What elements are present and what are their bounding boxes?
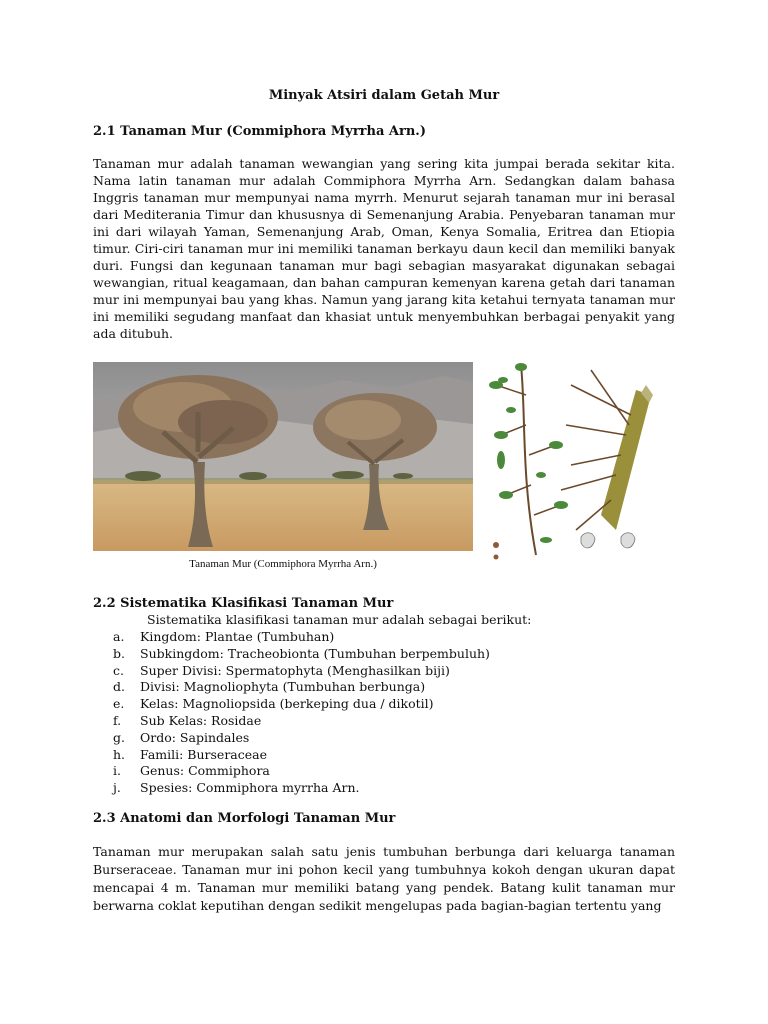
list-item-text: Kingdom: Plantae (Tumbuhan) [140,629,335,644]
list-marker: e. [113,696,125,712]
list-item-text: Super Divisi: Spermatophyta (Menghasilkan biji) [140,662,450,678]
list-marker: j. [113,780,121,796]
list-marker: i. [113,763,121,779]
list-item-text: Subkingdom: Tracheobionta (Tumbuhan berpembuluh) [140,645,490,661]
list-item-text: Famili: Burseraceae [140,746,268,762]
list-item [113,629,490,646]
list-item [113,780,490,797]
list-item [113,679,490,696]
myrrh-tree-photo [93,362,473,551]
list-item [113,696,490,713]
list-item [113,646,490,663]
list-item [113,747,490,764]
list-item-text: Kelas: Magnoliopsida (berkeping dua / dikotil) [140,696,434,712]
classification-lead: Sistematika klasifikasi tanaman mur adalah sebagai berikut: [147,612,532,627]
list-marker: c. [113,662,124,678]
section-heading-2-1: 2.1 Tanaman Mur (Commiphora Myrrha Arn.) [93,124,426,139]
list-marker: g. [113,729,125,745]
botanical-illustration [481,355,656,570]
list-item [113,713,490,730]
list-item-text: Ordo: Sapindales [140,729,250,745]
document-title: Minyak Atsiri dalam Getah Mur [268,88,500,103]
list-item [113,663,490,680]
list-item-text: Sub Kelas: Rosidae [140,712,262,728]
list-item-text: Genus: Commiphora [140,763,270,779]
figure-caption: Tanaman Mur (Commiphora Myrrha Arn.) [189,558,377,570]
list-item-text: Divisi: Magnoliophyta (Tumbuhan berbunga) [140,679,426,695]
list-item [113,763,490,780]
list-marker: f. [113,712,122,728]
list-marker: b. [113,645,125,661]
section-2-1-paragraph: Tanaman mur adalah tanaman wewangian yang sering kita jumpai berada sekitar kita. Nama latin tanaman mur adalah Commiphora Myrrha Arn. Sedangkan dalam bahasa Inggris tanaman mur mempunyai nama myrrh. Menurut sejarah tanaman mur ini berasal dari Mediterania Timur dan khususnya di Semenanjung Arabia. Penyebaran tanaman mur ini dari wilayah Yaman, Semenanjung Arab, Oman, Kenya Somalia, Eritrea dan Etiopia timur. Ciri-ciri tanaman mur ini memiliki tanaman berkayu daun kecil dan memiliki banyak duri. Fungsi dan kegunaan tanaman mur bagi sebagian masyarakat digunakan sebagai wewangian, ritual keagamaan, dan bahan campuran kemenyan karena getah dari tanaman mur ini mempunyai bau yang khas. Namun yang jarang kita ketahui ternyata tanaman mur ini memiliki segudang manfaat dan khasiat untuk menyembuhkan berbagai penyakit yang ada ditubuh. [93,156,675,341]
section-heading-2-2: 2.2 Sistematika Klasifikasi Tanaman Mur [93,596,394,611]
list-item-text: Spesies: Commiphora myrrha Arn. [140,780,360,796]
list-marker: h. [113,746,126,762]
classification-list [113,629,490,797]
list-marker: d. [113,679,125,695]
list-marker: a. [113,629,125,644]
section-heading-2-3: 2.3 Anatomi dan Morfologi Tanaman Mur [93,811,396,826]
list-item [113,730,490,747]
section-2-3-paragraph: Tanaman mur merupakan salah satu jenis tumbuhan berbunga dari keluarga tanaman Burseraceae. Tanaman mur ini pohon kecil yang tumbuhnya kokoh dengan ukuran dapat mencapai 4 m. Tanaman mur memiliki batang yang pendek. Batang kulit tanaman mur berwarna coklat keputihan dengan sedikit mengelupas pada bagian-bagian tertentu yang [93,844,675,913]
